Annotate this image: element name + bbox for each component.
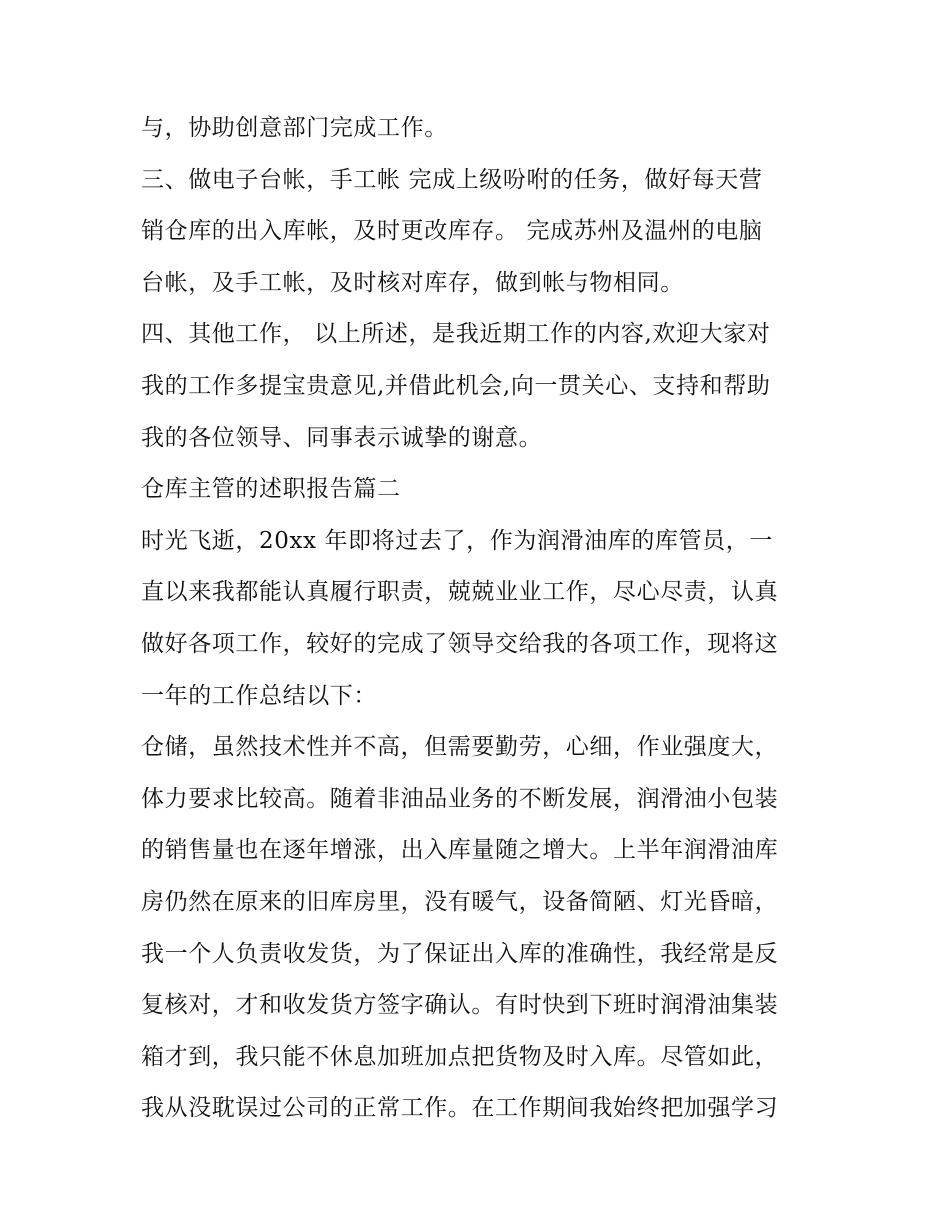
- text-line: 台帐，及手工帐，及时核对库存，做到帐与物相同。: [141, 269, 684, 296]
- text-line: 仓储，虽然技术性并不高，但需要勤劳，心细，作业强度大，: [141, 734, 779, 761]
- text-line: 的销售量也在逐年增涨，出入库量随之增大。上半年润滑油库: [141, 837, 779, 864]
- text-line: 体力要求比较高。随着非油品业务的不断发展，润滑油小包装: [141, 785, 779, 812]
- text-line: 与，协助创意部门完成工作。: [141, 115, 448, 141]
- text-line: 我从没耽误过公司的正常工作。在工作期间我始终把加强学习: [141, 1095, 779, 1122]
- text-line: 做好各项工作，较好的完成了领导交给我的各项工作，现将这: [141, 630, 779, 657]
- text-line: 销仓库的出入库帐，及时更改库存。 完成苏州及温州的电脑: [141, 218, 763, 245]
- text-line: 我的工作多提宝贵意见,并借此机会,向一贯关心、支持和帮助: [141, 372, 771, 399]
- text-line: 直以来我都能认真履行职责，兢兢业业工作，尽心尽责，认真: [141, 579, 779, 606]
- text-line: 时光飞逝，20xx 年即将过去了，作为润滑油库的库管员，一: [141, 527, 773, 554]
- section-heading: 仓库主管的述职报告篇二: [141, 476, 401, 503]
- text-line: 我的各位领导、同事表示诚挚的谢意。: [141, 424, 543, 451]
- text-line: 房仍然在原来的旧库房里，没有暖气，设备简陋、灯光昏暗，: [141, 888, 779, 915]
- text-line: 箱才到，我只能不休息加班加点把货物及时入库。尽管如此，: [141, 1043, 779, 1070]
- text-line: 四、其他工作， 以上所述，是我近期工作的内容,欢迎大家对: [141, 321, 771, 348]
- text-line: 我一个人负责收发货，为了保证出入库的准确性，我经常是反: [141, 940, 779, 967]
- text-line: 复核对，才和收发货方签字确认。有时快到下班时润滑油集装: [141, 992, 779, 1019]
- text-line: 一年的工作总结以下：: [141, 682, 377, 709]
- text-line: 三、做电子台帐，手工帐 完成上级吩咐的任务，做好每天营: [141, 166, 763, 193]
- body-text: [141, 103, 831, 1135]
